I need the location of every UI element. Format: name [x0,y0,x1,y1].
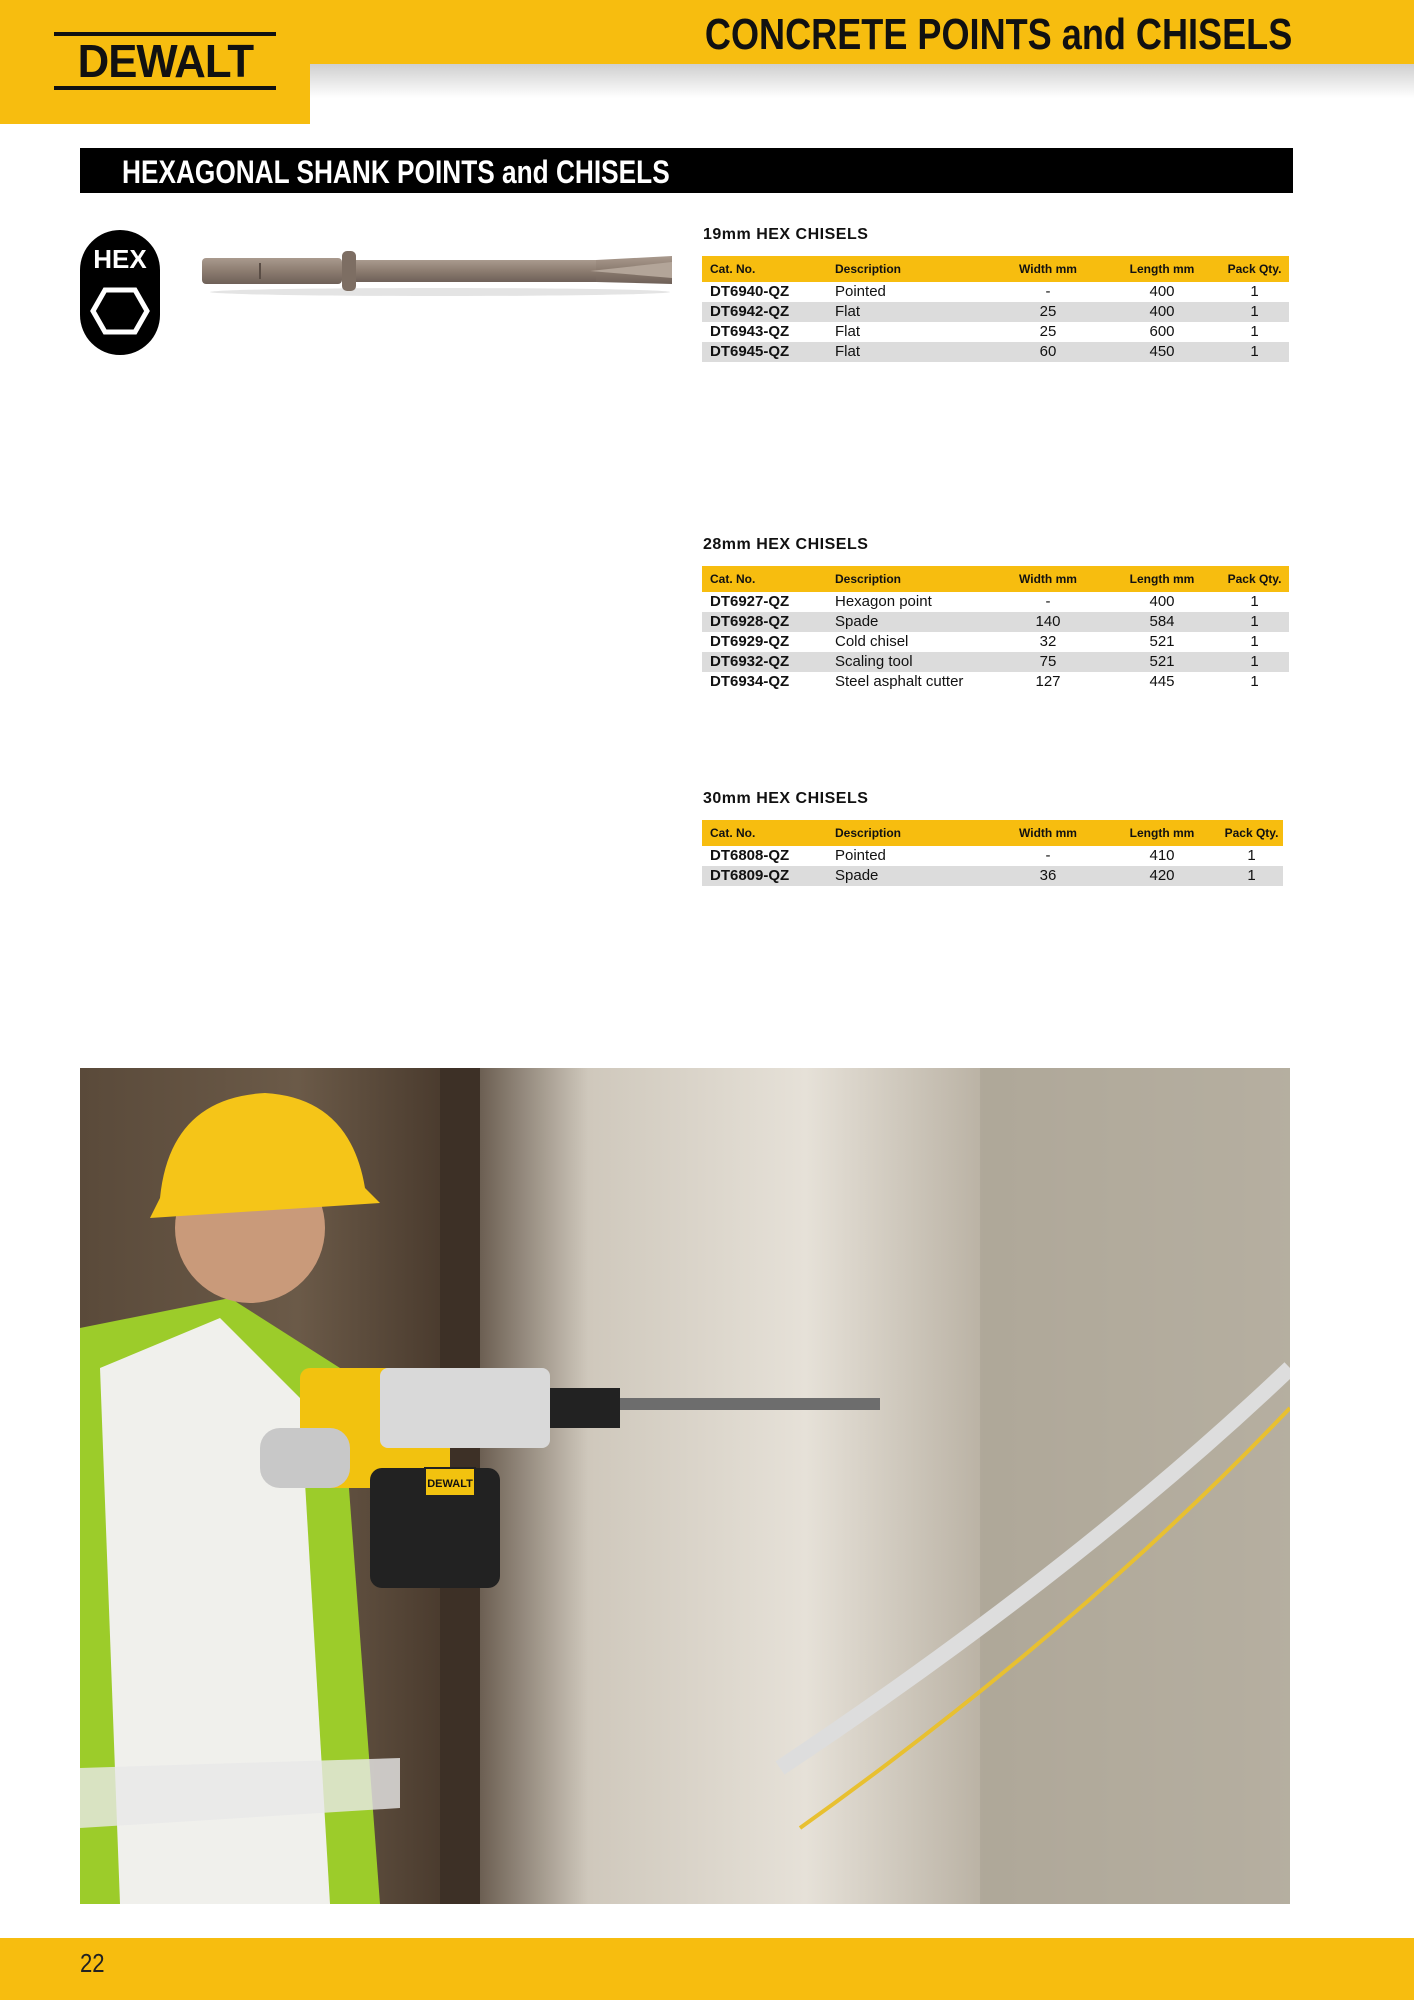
col-width: Width mm [1019,262,1077,276]
pack-qty: 1 [1250,633,1259,650]
width: 25 [1039,323,1057,340]
cat-no: DT6934-QZ [710,673,790,690]
width: 127 [1035,673,1061,690]
width: 140 [1035,613,1061,630]
cat-no: DT6940-QZ [710,283,790,300]
logo-text: DEWALT [77,35,253,87]
col-width: Width mm [1019,572,1077,586]
table-row [702,322,1289,342]
table-header [702,820,1283,846]
description: Pointed [835,847,886,864]
section-bar [80,148,1293,193]
cat-no: DT6929-QZ [710,633,790,650]
cat-no: DT6943-QZ [710,323,790,340]
table-header [702,566,1289,592]
cat-no: DT6928-QZ [710,613,790,630]
page-number: 22 [80,1948,105,1978]
table-30mm [702,820,1283,886]
col-description: Description [835,262,902,276]
width: - [1045,283,1051,300]
length: 410 [1149,847,1175,864]
description: Pointed [835,283,886,300]
description: Cold chisel [835,633,909,650]
hex-label: HEX [93,244,147,274]
description: Flat [835,323,861,340]
worker-photo [80,1068,1290,1904]
col-cat-no: Cat. No. [710,262,756,276]
pack-qty: 1 [1250,593,1259,610]
pack-qty: 1 [1250,613,1259,630]
pack-qty: 1 [1250,323,1259,340]
description: Flat [835,303,861,320]
table-19mm [702,256,1289,362]
col-pack-qty: Pack Qty. [1227,262,1282,276]
table-title-19mm: 19mm HEX CHISELS [703,226,869,243]
dewalt-logo [54,32,276,90]
col-length: Length mm [1129,826,1195,840]
col-description: Description [835,826,902,840]
length: 600 [1149,323,1175,340]
footer-band [0,1938,1414,2000]
width: - [1045,593,1051,610]
pack-qty: 1 [1250,343,1259,360]
table-row [702,302,1289,322]
length: 400 [1149,593,1175,610]
table-row [702,282,1289,302]
description: Scaling tool [835,653,913,670]
table-row [702,652,1289,672]
table-row [702,592,1289,612]
col-length: Length mm [1129,572,1195,586]
description: Hexagon point [835,593,932,610]
cat-no: DT6927-QZ [710,593,790,610]
description: Flat [835,343,861,360]
hexagon-icon [90,286,150,336]
worker-illustration [80,1068,1290,1904]
description: Spade [835,867,879,884]
width: 75 [1039,653,1057,670]
hex-badge [80,230,160,355]
pack-qty: 1 [1250,303,1259,320]
cat-no: DT6932-QZ [710,653,790,670]
length: 445 [1149,673,1175,690]
pack-qty: 1 [1250,283,1259,300]
width: 36 [1039,867,1057,884]
length: 521 [1149,633,1175,650]
description: Spade [835,613,879,630]
pack-qty: 1 [1250,673,1259,690]
cat-no: DT6808-QZ [710,847,790,864]
table-row [702,672,1289,692]
length: 584 [1149,613,1175,630]
length: 521 [1149,653,1175,670]
length: 450 [1149,343,1175,360]
pack-qty: 1 [1250,653,1259,670]
col-cat-no: Cat. No. [710,826,756,840]
description: Steel asphalt cutter [835,673,964,690]
width: 25 [1039,303,1057,320]
table-row [702,342,1289,362]
table-28mm [702,566,1289,692]
table-title-28mm: 28mm HEX CHISELS [703,536,869,553]
col-description: Description [835,572,902,586]
width: 32 [1039,633,1057,650]
section-title: HEXAGONAL SHANK POINTS and CHISELS [122,154,670,190]
col-width: Width mm [1019,826,1077,840]
cat-no: DT6809-QZ [710,867,790,884]
col-cat-no: Cat. No. [710,572,756,586]
table-row [702,846,1283,866]
width: - [1045,847,1051,864]
table-row [702,612,1289,632]
length: 420 [1149,867,1175,884]
header-shadow [310,64,1414,98]
table-row [702,866,1283,886]
col-pack-qty: Pack Qty. [1224,826,1279,840]
col-length: Length mm [1129,262,1195,276]
table-row [702,632,1289,652]
pack-qty: 1 [1247,847,1256,864]
page-title: CONCRETE POINTS and CHISELS [704,10,1292,59]
pack-qty: 1 [1247,867,1256,884]
length: 400 [1149,283,1175,300]
table-title-30mm: 30mm HEX CHISELS [703,790,869,807]
table-header [702,256,1289,282]
logo-box [0,0,310,124]
length: 400 [1149,303,1175,320]
chisel-image [200,248,680,298]
cat-no: DT6945-QZ [710,343,790,360]
width: 60 [1039,343,1057,360]
col-pack-qty: Pack Qty. [1227,572,1282,586]
drill-logo: DEWALT [427,1478,473,1490]
cat-no: DT6942-QZ [710,303,790,320]
